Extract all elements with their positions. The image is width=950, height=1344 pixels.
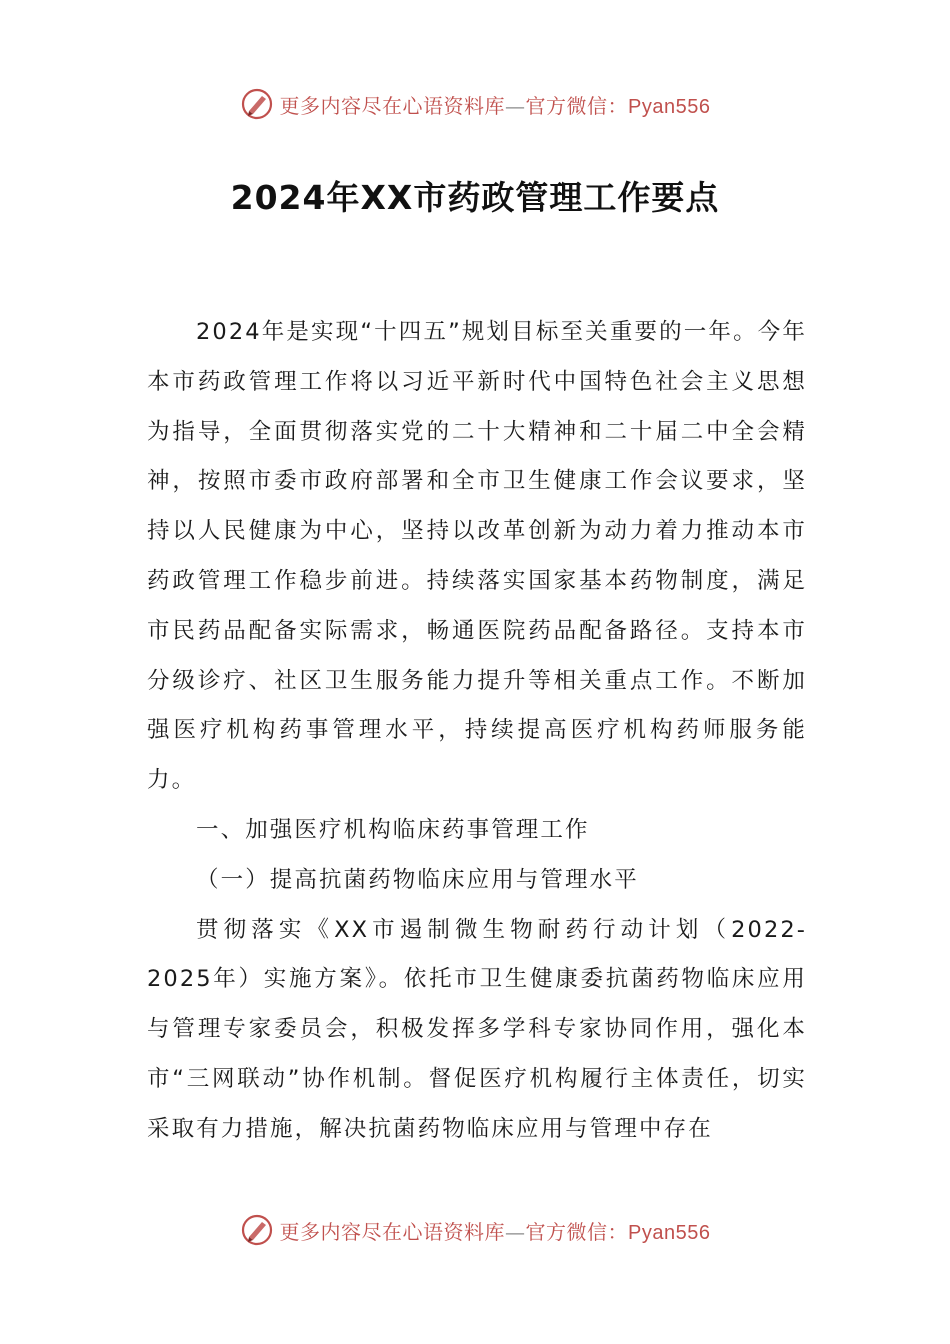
pen-logo-icon bbox=[240, 1213, 274, 1247]
intro-paragraph: 2024年是实现“十四五”规划目标至关重要的一年。今年本市药政管理工作将以习近平新时代中国特色社会主义思想为指导，全面贯彻落实党的二十大精神和二十届二中全会精神，按照市委市政府部署和全市卫生健康工作会议要求，坚持以人民健康为中心，坚持以改革创新为动力着力推动本市药政管理工作稳步前进。持续落实国家基本药物制度，满足市民药品配备实际需求，畅通医院药品配备路径。支持本市分级诊疗、社区卫生服务能力提升等相关重点工作。不断加强医疗机构药事管理水平，持续提高医疗机构药师服务能力。 bbox=[147, 319, 807, 794]
page-title: 2024年XX市药政管理工作要点 bbox=[230, 178, 720, 217]
watermark-footer bbox=[0, 1210, 950, 1250]
watermark-text: 更多内容尽在心语资料库—官方微信：Pyan556 bbox=[279, 93, 711, 118]
subsection-heading: （一）提高抗菌药物临床应用与管理水平 bbox=[196, 866, 639, 893]
document-body bbox=[147, 308, 807, 1155]
watermark-text: 更多内容尽在心语资料库—官方微信：Pyan556 bbox=[279, 1219, 711, 1244]
pen-logo-icon bbox=[240, 87, 274, 121]
section-heading: 一、加强医疗机构临床药事管理工作 bbox=[196, 816, 590, 843]
body-paragraph: 贯彻落实《XX市遏制微生物耐药行动计划（2022-2025年）实施方案》。依托市卫生健康委抗菌药物临床应用与管理专家委员会，积极发挥多学科专家协同作用，强化本市“三网联动”协作机制。督促医疗机构履行主体责任，切实采取有力措施，解决抗菌药物临床应用与管理中存在 bbox=[147, 916, 807, 1142]
watermark-header bbox=[0, 84, 950, 124]
